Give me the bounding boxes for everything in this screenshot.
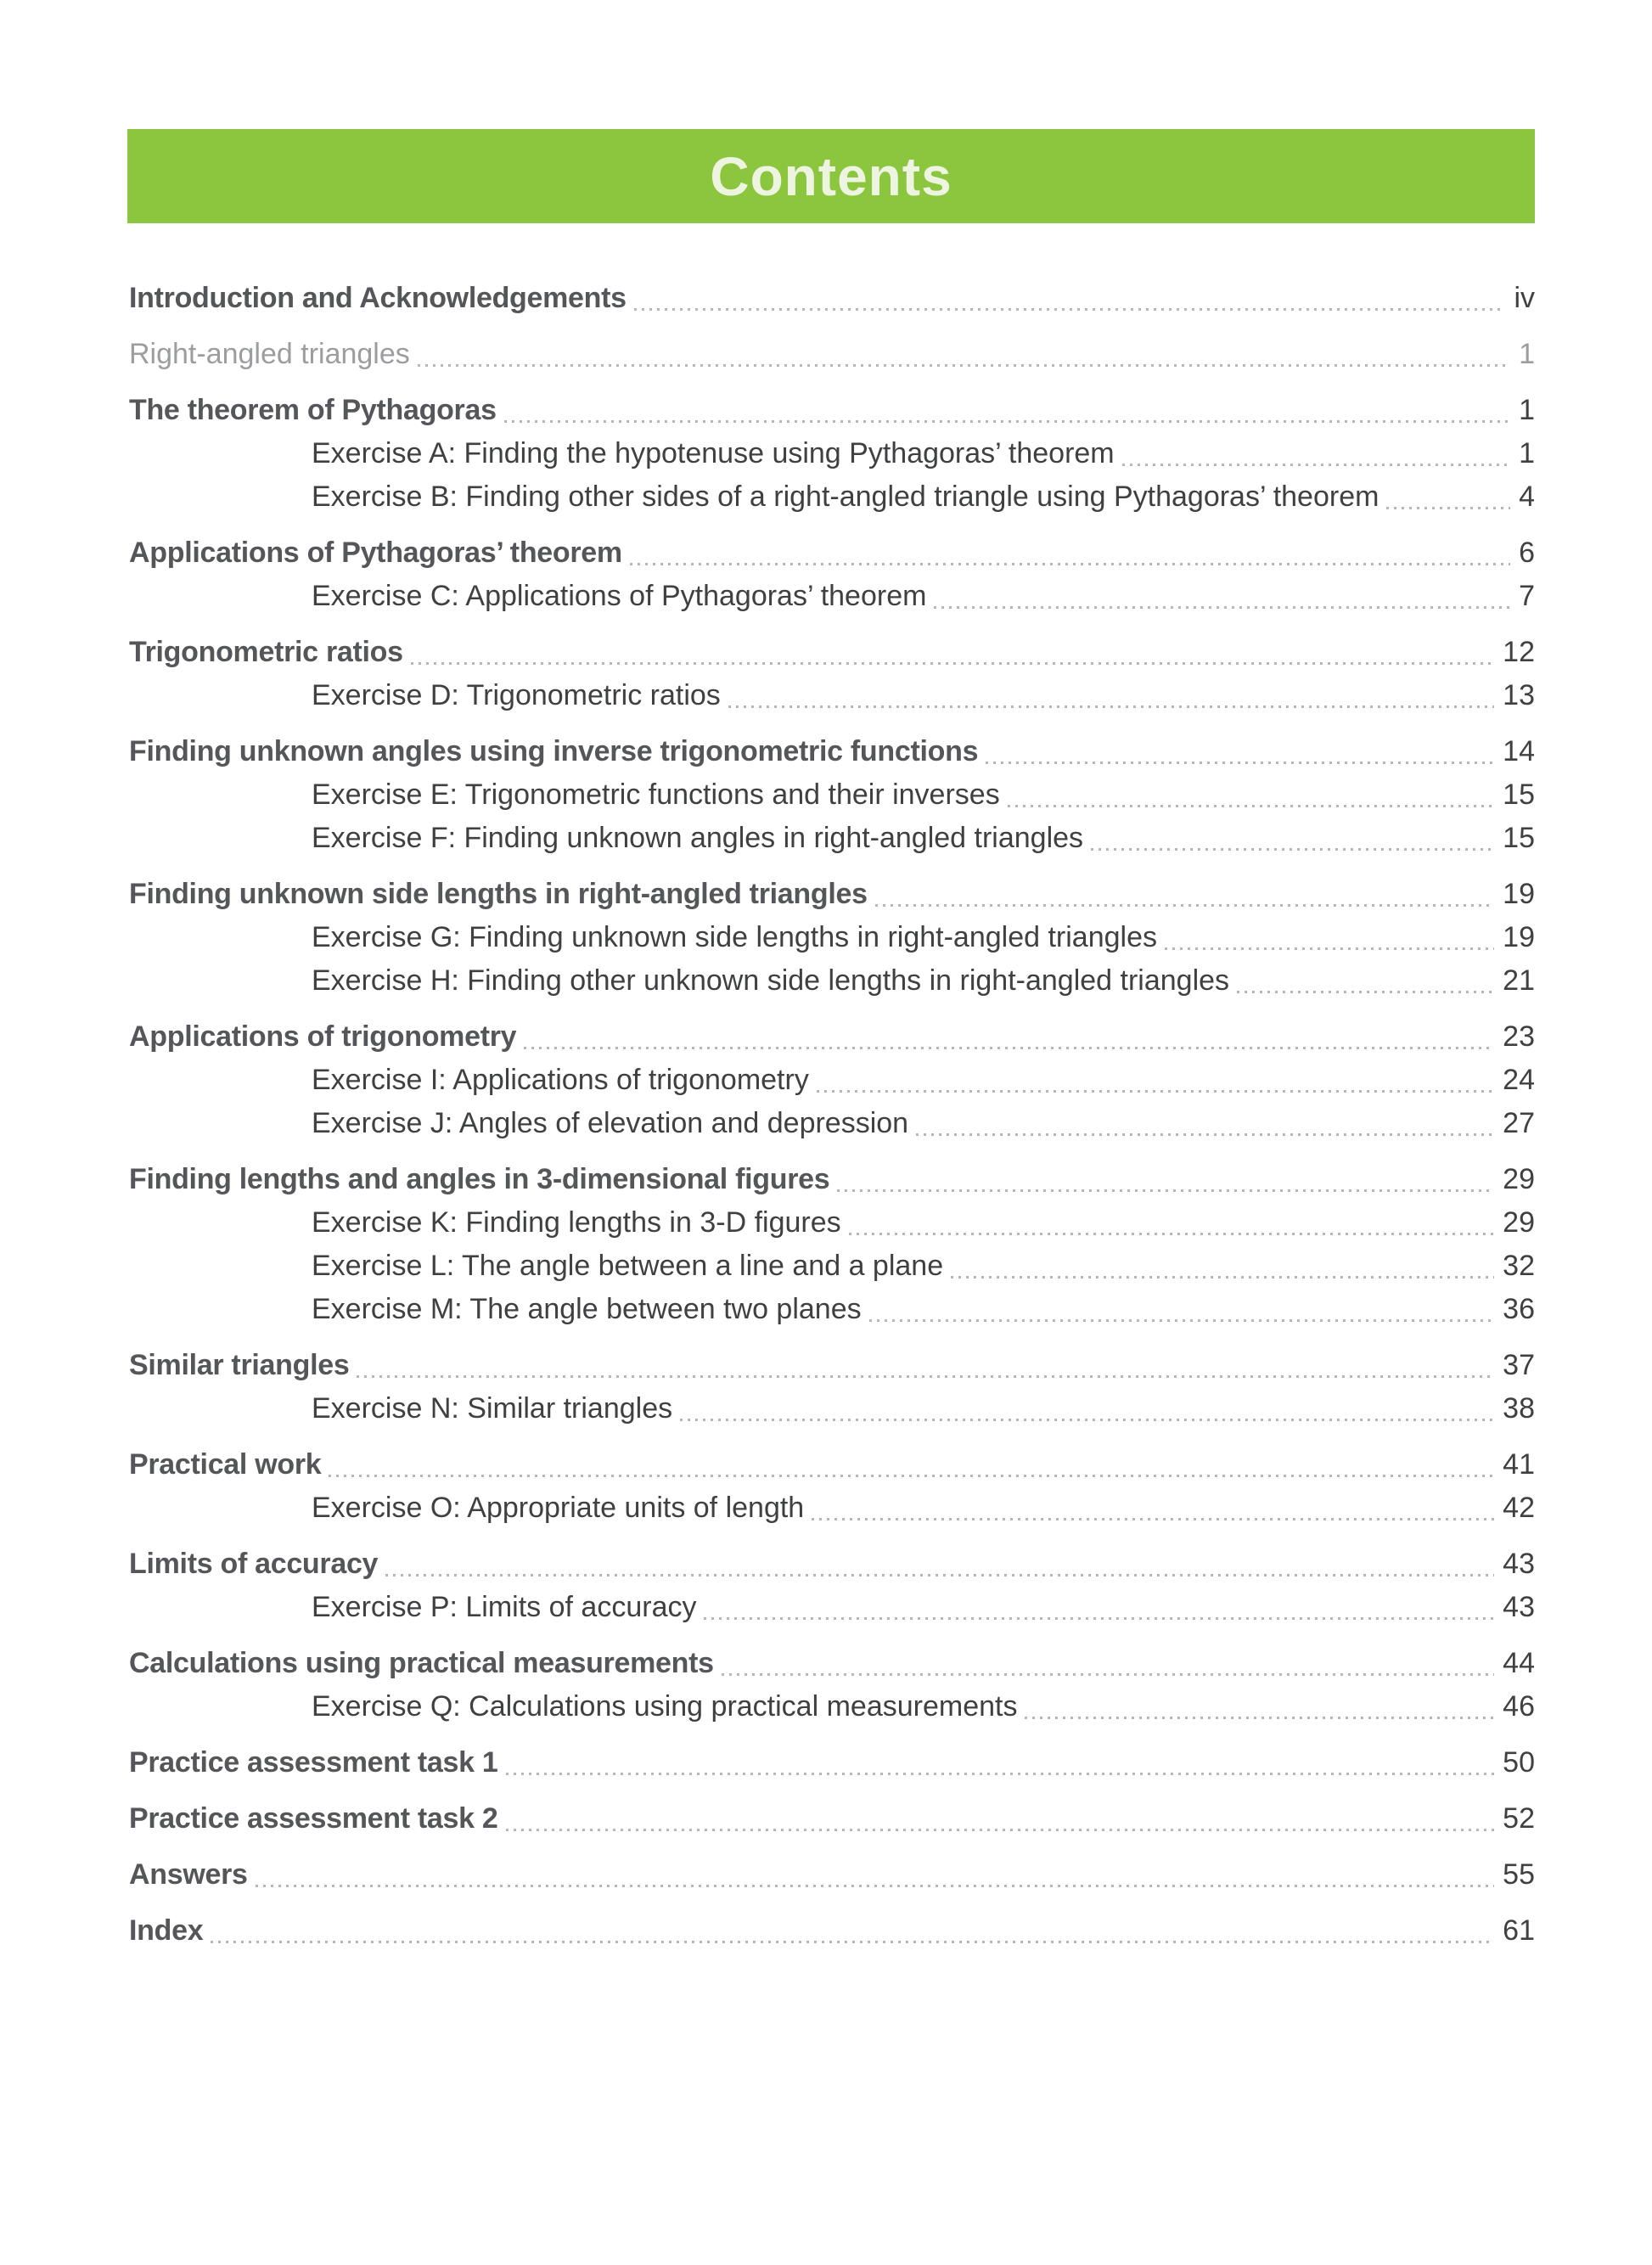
toc-entry-label: Exercise D: Trigonometric ratios — [312, 679, 721, 711]
dot-leader — [812, 1518, 1494, 1520]
toc-entry-label: Trigonometric ratios — [129, 636, 403, 668]
toc-entry-page: 1 — [1519, 338, 1535, 370]
toc-entry-page: 24 — [1503, 1064, 1535, 1096]
toc-entry — [129, 1102, 1535, 1145]
dot-leader — [704, 1617, 1494, 1620]
toc-entry-label: Exercise L: The angle between a line and a plane — [312, 1250, 944, 1282]
toc-entry-page: 21 — [1503, 964, 1535, 997]
toc-entry-page: 29 — [1503, 1163, 1535, 1195]
dot-leader — [817, 1090, 1494, 1093]
toc-entry-label: Exercise A: Finding the hypotenuse using Pythagoras’ theorem — [312, 437, 1115, 469]
dot-leader — [385, 1574, 1494, 1577]
toc-entry — [129, 1288, 1535, 1331]
toc-entry-label: Exercise M: The angle between two planes — [312, 1293, 862, 1325]
dot-leader — [680, 1419, 1494, 1421]
toc-entry-page: 36 — [1503, 1293, 1535, 1325]
toc-entry-page: 44 — [1503, 1647, 1535, 1679]
toc-entry-label: Practice assessment task 1 — [129, 1746, 498, 1779]
toc-entry-label: Practical work — [129, 1448, 322, 1481]
toc-entry — [129, 1853, 1535, 1897]
toc-entry-page: 55 — [1503, 1858, 1535, 1891]
toc-entry — [129, 1586, 1535, 1629]
dot-leader — [837, 1189, 1494, 1192]
dot-leader — [418, 364, 1510, 367]
toc-entry-page: iv — [1514, 282, 1535, 314]
toc-entry-page: 41 — [1503, 1448, 1535, 1481]
dot-leader — [630, 563, 1510, 565]
toc-entry-label: Exercise J: Angles of elevation and depression — [312, 1107, 909, 1139]
dot-leader — [1165, 947, 1494, 950]
toc-entry-page: 61 — [1503, 1914, 1535, 1947]
toc-entry-page: 7 — [1519, 580, 1535, 612]
toc-entry-label: Exercise K: Finding lengths in 3-D figures — [312, 1206, 841, 1239]
dot-leader — [986, 762, 1494, 764]
toc-entry — [129, 389, 1535, 432]
toc-entry — [129, 1201, 1535, 1245]
toc-entry — [129, 1158, 1535, 1201]
dot-leader — [722, 1673, 1494, 1676]
dot-leader — [411, 662, 1494, 665]
toc-entry — [129, 1387, 1535, 1430]
toc-entry-label: Answers — [129, 1858, 248, 1891]
toc-entry-label: Finding unknown angles using inverse trigonometric functions — [129, 735, 979, 767]
toc-entry-page: 46 — [1503, 1690, 1535, 1723]
toc-list — [129, 277, 1535, 1953]
toc-entry-page: 37 — [1503, 1349, 1535, 1381]
toc-entry — [129, 1059, 1535, 1102]
toc-entry-page: 6 — [1519, 537, 1535, 569]
toc-entry — [129, 1015, 1535, 1059]
dot-leader — [634, 308, 1506, 311]
toc-entry — [129, 1543, 1535, 1586]
toc-entry-label: Exercise I: Applications of trigonometry — [312, 1064, 809, 1096]
toc-entry-label: Finding unknown side lengths in right-angled triangles — [129, 878, 868, 910]
toc-entry-page: 29 — [1503, 1206, 1535, 1239]
toc-entry — [129, 1344, 1535, 1387]
toc-entry-page: 13 — [1503, 679, 1535, 711]
toc-entry — [129, 475, 1535, 519]
toc-entry-label: Similar triangles — [129, 1349, 350, 1381]
toc-entry-page: 1 — [1519, 437, 1535, 469]
dot-leader — [728, 705, 1494, 708]
toc-entry — [129, 873, 1535, 916]
dot-leader — [875, 904, 1494, 907]
toc-entry-label: Practice assessment task 2 — [129, 1802, 498, 1835]
dot-leader — [916, 1133, 1494, 1136]
toc-entry-label: Index — [129, 1914, 204, 1947]
toc-entry — [129, 531, 1535, 575]
toc-entry-page: 43 — [1503, 1548, 1535, 1580]
toc-entry-label: Exercise F: Finding unknown angles in right-angled triangles — [312, 822, 1084, 854]
toc-entry-label: Exercise G: Finding unknown side lengths in right-angled triangles — [312, 921, 1157, 953]
dot-leader — [1008, 805, 1494, 807]
dot-leader — [1122, 464, 1510, 466]
toc-entry — [129, 432, 1535, 475]
toc-entry — [129, 1797, 1535, 1841]
toc-entry-page: 15 — [1503, 822, 1535, 854]
toc-entry-page: 38 — [1503, 1392, 1535, 1425]
toc-entry-label: Right-angled triangles — [129, 338, 410, 370]
dot-leader — [506, 1773, 1495, 1775]
toc-entry-label: Applications of Pythagoras’ theorem — [129, 537, 622, 569]
toc-entry-page: 12 — [1503, 636, 1535, 668]
toc-entry — [129, 959, 1535, 1003]
dot-leader — [951, 1276, 1494, 1279]
toc-entry-label: Exercise P: Limits of accuracy — [312, 1591, 697, 1623]
toc-entry-label: Exercise C: Applications of Pythagoras’ theorem — [312, 580, 927, 612]
toc-entry-label: Limits of accuracy — [129, 1548, 379, 1580]
dot-leader — [934, 606, 1510, 609]
dot-leader — [1025, 1717, 1494, 1719]
toc-entry-page: 42 — [1503, 1492, 1535, 1524]
toc-entry-label: Calculations using practical measurements — [129, 1647, 714, 1679]
toc-entry — [129, 631, 1535, 674]
toc-entry-label: Exercise B: Finding other sides of a right-angled triangle using Pythagoras’ theorem — [312, 481, 1379, 513]
dot-leader — [506, 1829, 1495, 1831]
dot-leader — [524, 1047, 1494, 1049]
toc-entry-label: Exercise N: Similar triangles — [312, 1392, 673, 1425]
toc-entry — [129, 773, 1535, 817]
toc-entry-page: 15 — [1503, 778, 1535, 811]
toc-entry-page: 32 — [1503, 1250, 1535, 1282]
toc-entry-page: 52 — [1503, 1802, 1535, 1835]
toc-entry — [129, 1685, 1535, 1728]
toc-entry-page: 19 — [1503, 921, 1535, 953]
toc-entry — [129, 1443, 1535, 1487]
dot-leader — [849, 1233, 1495, 1235]
toc-entry — [129, 674, 1535, 717]
toc-entry — [129, 1909, 1535, 1953]
toc-entry — [129, 1245, 1535, 1288]
dot-leader — [211, 1941, 1494, 1943]
toc-entry-page: 14 — [1503, 735, 1535, 767]
dot-leader — [504, 420, 1510, 423]
toc-entry-page: 50 — [1503, 1746, 1535, 1779]
dot-leader — [1237, 991, 1494, 993]
dot-leader — [329, 1475, 1494, 1477]
toc-entry — [129, 916, 1535, 959]
toc-entry — [129, 730, 1535, 773]
toc-entry — [129, 1741, 1535, 1784]
toc-entry — [129, 817, 1535, 860]
toc-entry-label: Exercise H: Finding other unknown side lengths in right-angled triangles — [312, 964, 1230, 997]
toc-entry-label: The theorem of Pythagoras — [129, 394, 497, 426]
dot-leader — [1386, 507, 1510, 509]
toc-entry — [129, 277, 1535, 320]
toc-entry-label: Finding lengths and angles in 3-dimensional figures — [129, 1163, 830, 1195]
toc-entry — [129, 1642, 1535, 1685]
toc-entry — [129, 1487, 1535, 1530]
toc-entry — [129, 575, 1535, 618]
toc-entry-label: Exercise Q: Calculations using practical measurements — [312, 1690, 1018, 1723]
contents-header-banner — [127, 129, 1535, 223]
toc-entry-page: 1 — [1519, 394, 1535, 426]
dot-leader — [357, 1375, 1494, 1378]
toc-entry-page: 19 — [1503, 878, 1535, 910]
toc-entry-label: Exercise O: Appropriate units of length — [312, 1492, 805, 1524]
page-title: Contents — [710, 145, 952, 207]
dot-leader — [256, 1885, 1495, 1887]
toc-entry-page: 43 — [1503, 1591, 1535, 1623]
toc-entry-page: 23 — [1503, 1020, 1535, 1053]
dot-leader — [869, 1319, 1495, 1322]
dot-leader — [1091, 848, 1494, 851]
toc-entry — [129, 333, 1535, 376]
toc-entry-label: Exercise E: Trigonometric functions and their inverses — [312, 778, 1000, 811]
toc-entry-page: 4 — [1519, 481, 1535, 513]
toc-entry-label: Introduction and Acknowledgements — [129, 282, 627, 314]
toc-entry-page: 27 — [1503, 1107, 1535, 1139]
toc-entry-label: Applications of trigonometry — [129, 1020, 517, 1053]
